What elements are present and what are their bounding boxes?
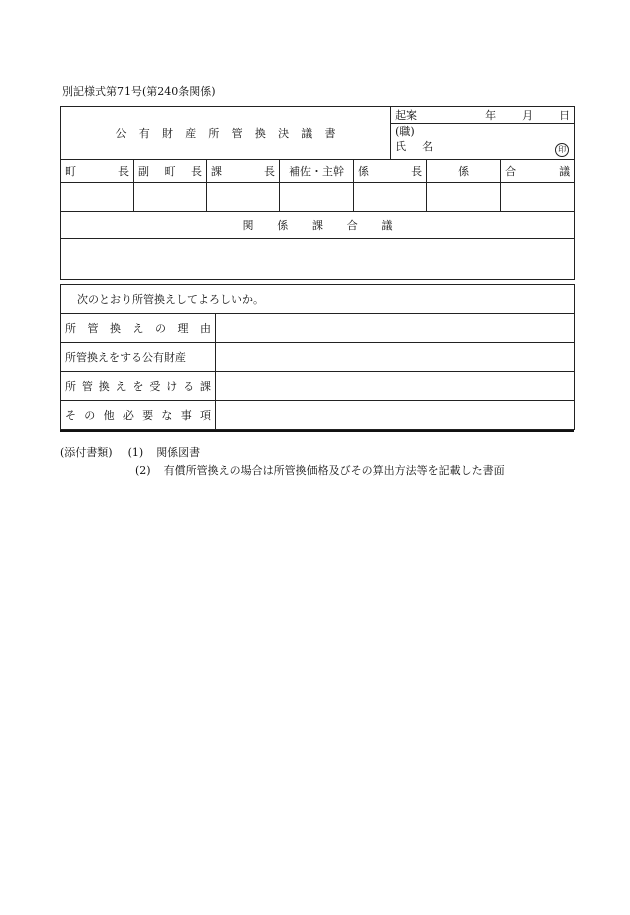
detail-row xyxy=(61,343,575,372)
approval-header-7 xyxy=(501,160,575,183)
detail-label xyxy=(61,343,216,372)
form-number-heading: 別記様式第71号(第240条関係) xyxy=(62,85,216,98)
approval-header-text: 係 xyxy=(358,165,369,178)
detail-label-text: 必 xyxy=(122,409,134,422)
detail-value-field[interactable] xyxy=(216,401,575,430)
intro-text: 次のとおり所管換えしてよろしいか。 xyxy=(61,285,575,314)
month-label: 月 xyxy=(522,109,534,122)
detail-label-text: 課 xyxy=(200,380,211,393)
detail-label-text: 所管換えをする公有財産 xyxy=(65,351,186,364)
attachment-text-1: 関係図書 xyxy=(156,446,201,459)
attachments-line-1 xyxy=(60,444,200,460)
approval-stamp-cell-7[interactable] xyxy=(501,183,575,212)
detail-label xyxy=(61,314,216,343)
approval-header-text: 副 xyxy=(138,165,149,178)
seal-icon: 印 xyxy=(555,143,569,157)
approval-header-text: 長 xyxy=(118,165,129,178)
detail-label-text: 理 xyxy=(177,322,189,335)
detail-label-text: そ xyxy=(65,409,76,422)
approval-stamp-cell-1[interactable] xyxy=(61,183,134,212)
title-char: 有 xyxy=(138,127,150,140)
related-section-char: 議 xyxy=(381,219,393,232)
approval-stamp-cell-5[interactable] xyxy=(354,183,427,212)
title-char: 管 xyxy=(231,127,243,140)
approval-header-3 xyxy=(207,160,280,183)
attachment-num-1: (1) xyxy=(127,446,144,459)
attachments-line-2 xyxy=(135,462,505,478)
detail-row xyxy=(61,314,575,343)
approval-header-text: 町 xyxy=(164,165,176,178)
title-char: 財 xyxy=(161,127,173,140)
approval-header-text: 合 xyxy=(505,165,517,178)
approval-header-text: 議 xyxy=(559,165,571,178)
approval-header-6 xyxy=(427,160,501,183)
header-table xyxy=(60,106,575,280)
approval-header-4 xyxy=(280,160,354,183)
detail-label-text: 換 xyxy=(98,380,110,393)
name-label: 氏 名 xyxy=(395,140,434,153)
title-char: 換 xyxy=(254,127,266,140)
document-title xyxy=(61,107,391,160)
approval-stamp-cell-3[interactable] xyxy=(207,183,280,212)
related-section-char: 関 xyxy=(242,219,254,232)
detail-label-text: の xyxy=(155,322,166,335)
approval-header-text: 長 xyxy=(191,165,202,178)
related-section-char: 合 xyxy=(346,219,358,232)
title-char: 議 xyxy=(301,127,313,140)
detail-label-text: 事 xyxy=(180,409,192,422)
title-char: 書 xyxy=(324,127,336,140)
detail-label-text: 他 xyxy=(103,409,115,422)
approval-header-2 xyxy=(134,160,207,183)
detail-label-text: 要 xyxy=(142,409,154,422)
approval-header-5 xyxy=(354,160,427,183)
approval-header-text: 長 xyxy=(264,165,275,178)
related-section-char: 係 xyxy=(277,219,289,232)
detail-label-text: 管 xyxy=(87,322,99,335)
detail-value-field[interactable] xyxy=(216,372,575,401)
approval-stamp-cell-4[interactable] xyxy=(280,183,354,212)
detail-label-text: な xyxy=(161,409,173,422)
detail-label-text: 換 xyxy=(110,322,121,335)
title-char: 産 xyxy=(185,127,197,140)
attachments-label: (添付書類) xyxy=(60,446,113,459)
detail-row xyxy=(61,372,575,401)
detail-label-text: る xyxy=(183,380,195,393)
detail-label-text: け xyxy=(166,380,178,393)
kian-label: 起案 xyxy=(395,109,418,122)
title-char: 決 xyxy=(278,127,290,140)
detail-label-text: 所 xyxy=(65,322,76,335)
approval-header-text: 町 xyxy=(65,165,76,178)
position-label: (職) xyxy=(395,125,415,138)
approval-header-text: 課 xyxy=(211,165,222,178)
detail-label-text: 由 xyxy=(200,322,211,335)
attachment-num-2: (2) xyxy=(135,464,151,477)
detail-label-text: 項 xyxy=(199,409,211,422)
approval-stamp-cell-6[interactable] xyxy=(427,183,501,212)
detail-row xyxy=(61,401,575,430)
approval-header-text: 補佐・主幹 xyxy=(289,165,344,178)
decision-form xyxy=(60,106,574,432)
detail-label-text: え xyxy=(132,322,144,335)
detail-label-text: を xyxy=(132,380,144,393)
approval-header-text: 長 xyxy=(411,165,423,178)
year-label: 年 xyxy=(485,109,497,122)
approval-header-1 xyxy=(61,160,134,183)
bottom-rule xyxy=(60,430,574,432)
detail-label-text: 所 xyxy=(65,380,76,393)
detail-value-field[interactable] xyxy=(216,314,575,343)
detail-label xyxy=(61,401,216,430)
detail-label-text: 受 xyxy=(149,380,161,393)
attachment-text-2: 有償所管換えの場合は所管換価格及びその算出方法等を記載した書面 xyxy=(163,464,505,477)
approval-stamp-cell-2[interactable] xyxy=(134,183,207,212)
detail-label xyxy=(61,372,216,401)
related-section-heading xyxy=(61,212,575,239)
detail-value-field[interactable] xyxy=(216,343,575,372)
details-table xyxy=(60,284,575,430)
approval-header-text: 係 xyxy=(458,165,470,178)
detail-label-text: の xyxy=(84,409,96,422)
detail-label-text: 管 xyxy=(81,380,93,393)
related-section-char: 課 xyxy=(312,219,324,232)
day-label: 日 xyxy=(559,109,571,122)
detail-label-text: え xyxy=(115,380,127,393)
drafting-block xyxy=(391,107,575,160)
title-char: 所 xyxy=(208,127,220,140)
title-char: 公 xyxy=(115,127,127,140)
related-section-field[interactable] xyxy=(61,239,575,280)
